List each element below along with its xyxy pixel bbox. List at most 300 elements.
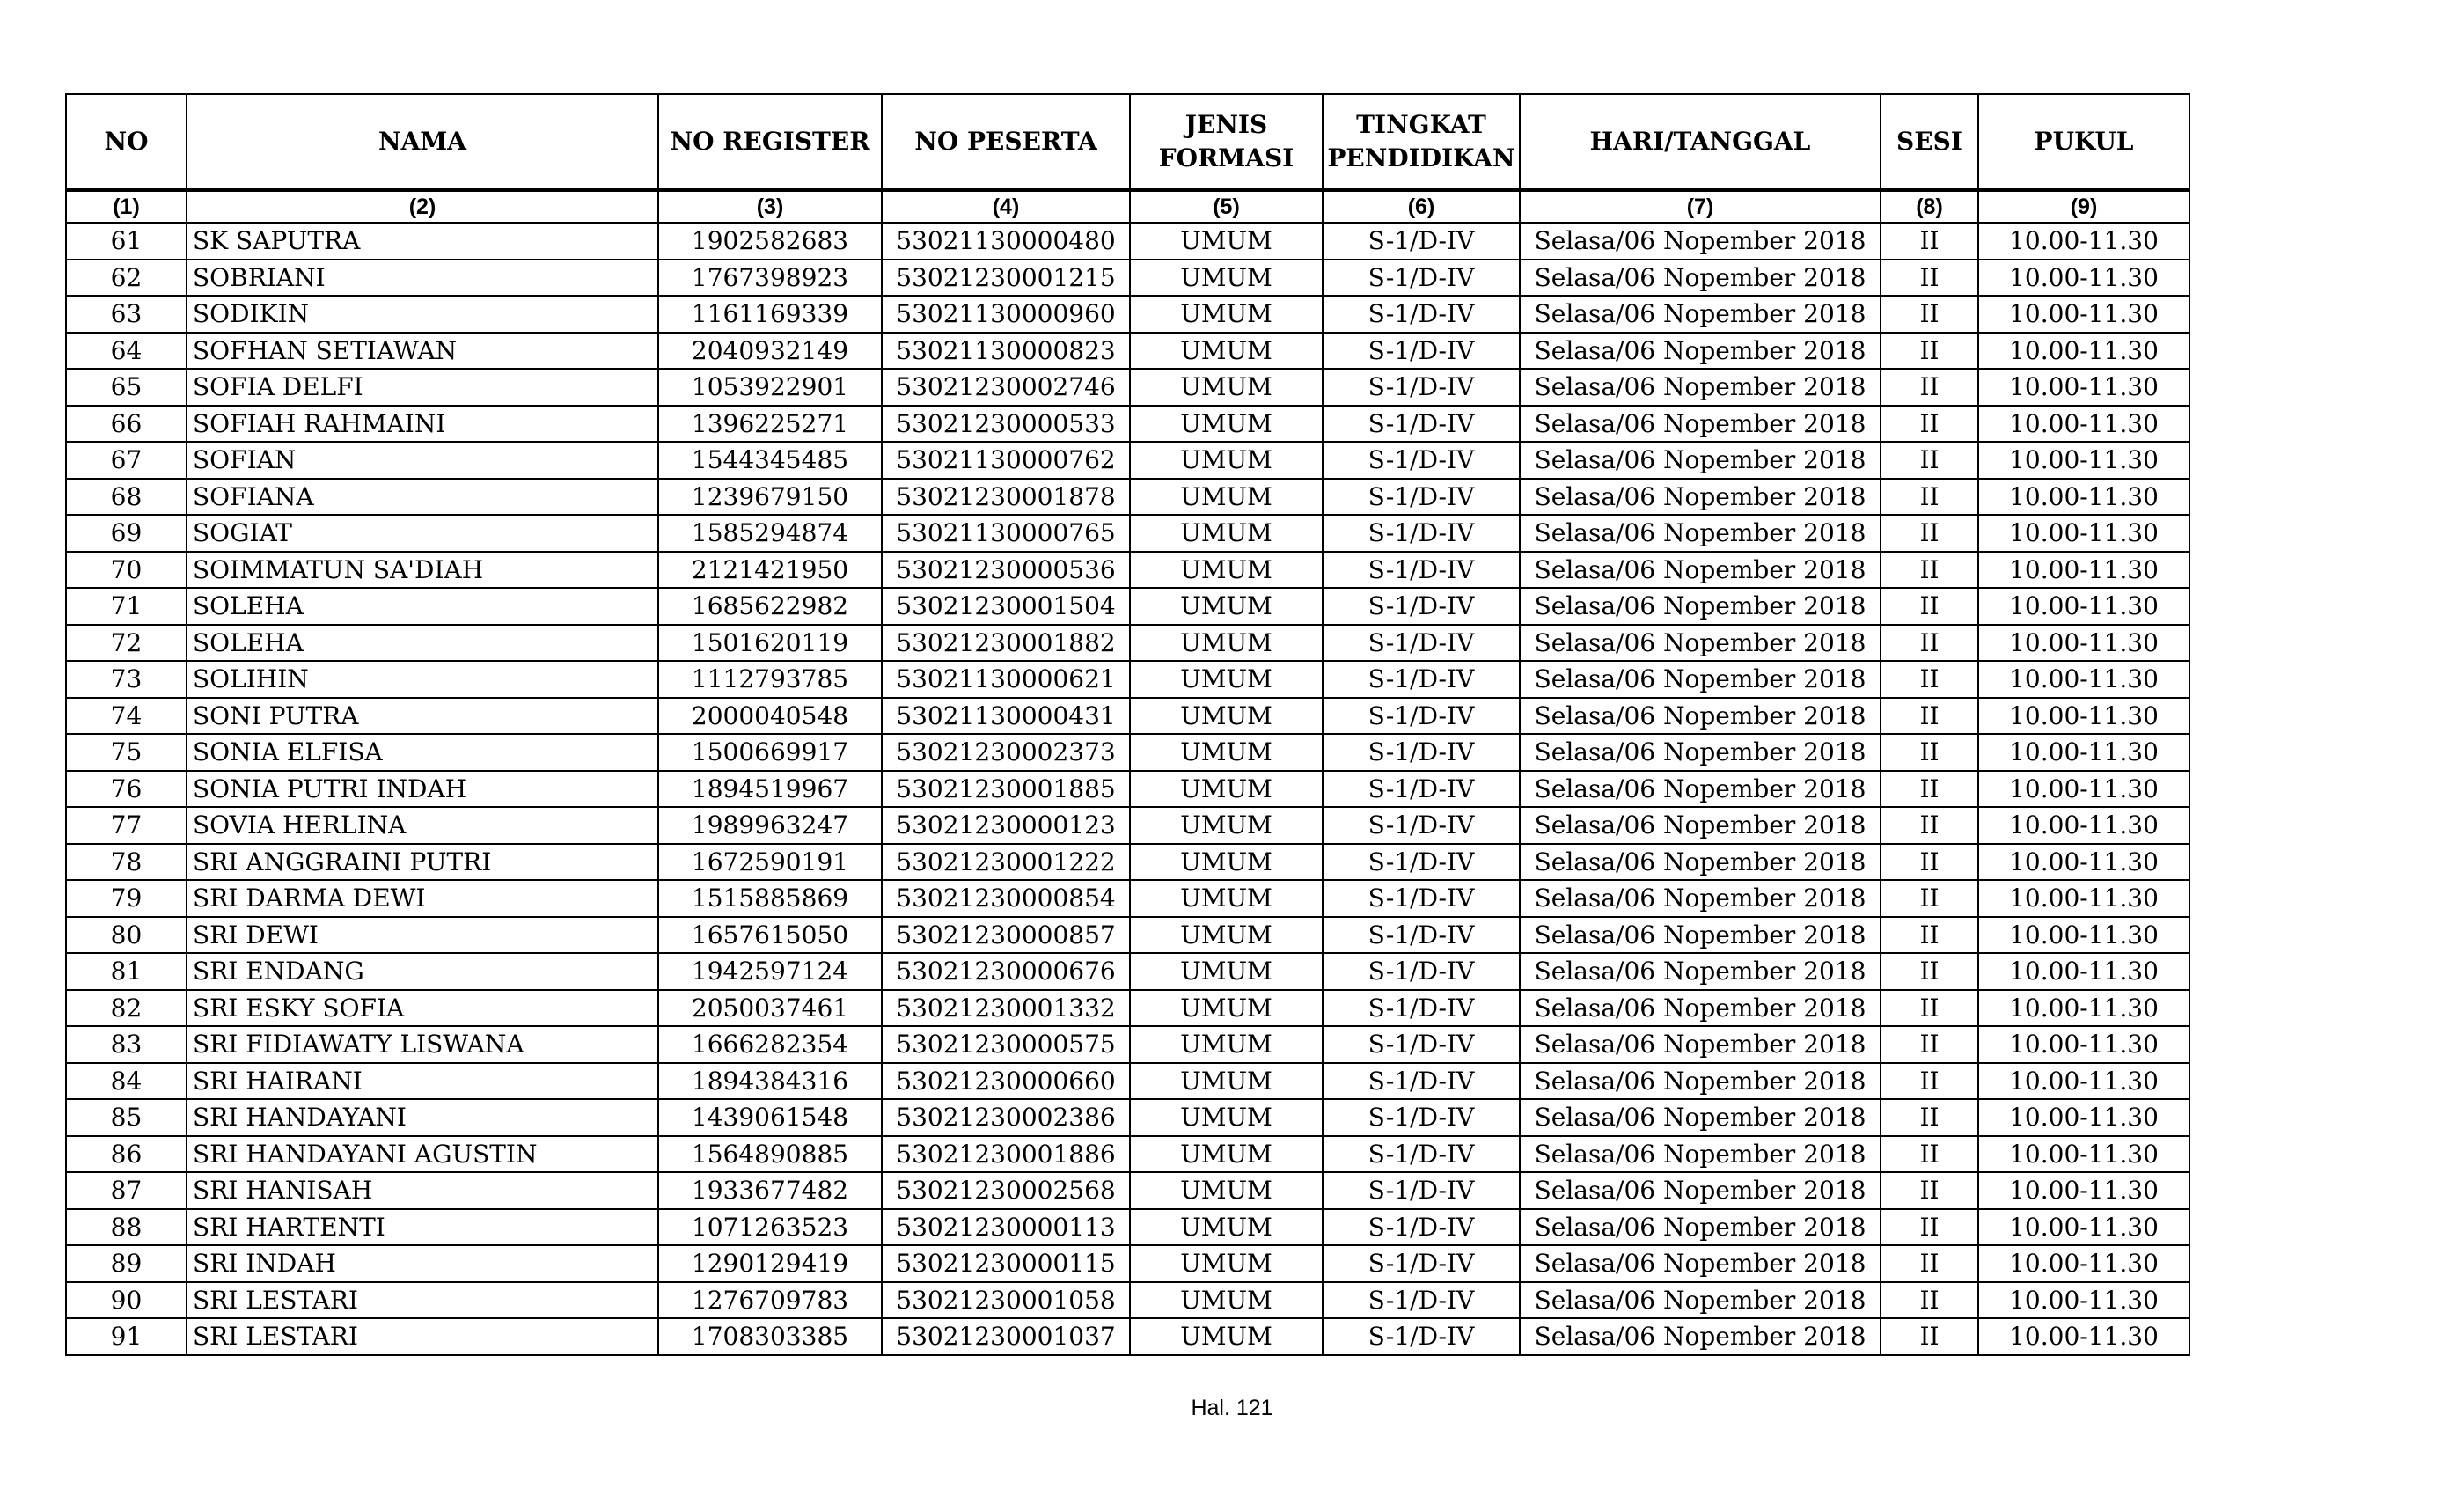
cell-no-register: 1657615050 [658, 917, 882, 954]
cell-no-peserta: 53021230002746 [882, 369, 1130, 406]
cell-sesi: II [1881, 1026, 1978, 1063]
cell-no-register: 2121421950 [658, 552, 882, 589]
cell-jenis-formasi: UMUM [1130, 442, 1323, 479]
cell-no-register: 1564890885 [658, 1136, 882, 1173]
cell-sesi: II [1881, 479, 1978, 516]
cell-no-register: 1894384316 [658, 1063, 882, 1100]
cell-hari-tanggal: Selasa/06 Nopember 2018 [1520, 1209, 1881, 1246]
cell-no-peserta: 53021230001878 [882, 479, 1130, 516]
cell-no-register: 1666282354 [658, 1026, 882, 1063]
column-number: (2) [187, 190, 658, 223]
cell-no-register: 1942597124 [658, 953, 882, 990]
cell-sesi: II [1881, 296, 1978, 333]
table-row [66, 1026, 2189, 1063]
cell-sesi: II [1881, 406, 1978, 443]
cell-pukul: 10.00-11.30 [1978, 588, 2189, 625]
cell-no-peserta: 53021230000575 [882, 1026, 1130, 1063]
table-row [66, 698, 2189, 735]
cell-sesi: II [1881, 369, 1978, 406]
cell-pukul: 10.00-11.30 [1978, 771, 2189, 808]
cell-no: 73 [66, 661, 187, 698]
cell-tingkat-pendidikan: S-1/D-IV [1323, 515, 1520, 552]
cell-no: 82 [66, 990, 187, 1027]
cell-no-peserta: 53021230000854 [882, 880, 1130, 917]
table-row [66, 296, 2189, 333]
cell-no-peserta: 53021230001215 [882, 260, 1130, 297]
cell-pukul: 10.00-11.30 [1978, 625, 2189, 662]
cell-jenis-formasi: UMUM [1130, 625, 1323, 662]
cell-nama: SOLEHA [187, 588, 658, 625]
table-row [66, 1209, 2189, 1246]
cell-no-register: 1112793785 [658, 661, 882, 698]
cell-nama: SRI ENDANG [187, 953, 658, 990]
cell-no-peserta: 53021230000660 [882, 1063, 1130, 1100]
column-number: (5) [1130, 190, 1323, 223]
cell-no-peserta: 53021230001885 [882, 771, 1130, 808]
cell-no: 85 [66, 1099, 187, 1136]
cell-hari-tanggal: Selasa/06 Nopember 2018 [1520, 588, 1881, 625]
cell-hari-tanggal: Selasa/06 Nopember 2018 [1520, 661, 1881, 698]
cell-no: 68 [66, 479, 187, 516]
participant-schedule-table [65, 93, 2190, 1356]
cell-pukul: 10.00-11.30 [1978, 1063, 2189, 1100]
cell-no: 61 [66, 223, 187, 260]
cell-sesi: II [1881, 442, 1978, 479]
cell-no-register: 1396225271 [658, 406, 882, 443]
cell-jenis-formasi: UMUM [1130, 698, 1323, 735]
cell-hari-tanggal: Selasa/06 Nopember 2018 [1520, 990, 1881, 1027]
cell-pukul: 10.00-11.30 [1978, 369, 2189, 406]
cell-sesi: II [1881, 1245, 1978, 1282]
cell-tingkat-pendidikan: S-1/D-IV [1323, 333, 1520, 370]
cell-tingkat-pendidikan: S-1/D-IV [1323, 953, 1520, 990]
cell-no-peserta: 53021230001037 [882, 1318, 1130, 1355]
cell-no-register: 1685622982 [658, 588, 882, 625]
cell-no: 65 [66, 369, 187, 406]
column-number: (4) [882, 190, 1130, 223]
cell-nama: SRI HANDAYANI AGUSTIN [187, 1136, 658, 1173]
cell-jenis-formasi: UMUM [1130, 844, 1323, 881]
cell-hari-tanggal: Selasa/06 Nopember 2018 [1520, 369, 1881, 406]
cell-hari-tanggal: Selasa/06 Nopember 2018 [1520, 296, 1881, 333]
cell-tingkat-pendidikan: S-1/D-IV [1323, 1136, 1520, 1173]
cell-jenis-formasi: UMUM [1130, 661, 1323, 698]
cell-jenis-formasi: UMUM [1130, 1136, 1323, 1173]
cell-jenis-formasi: UMUM [1130, 1063, 1323, 1100]
cell-no-peserta: 53021230000533 [882, 406, 1130, 443]
cell-nama: SRI HARTENTI [187, 1209, 658, 1246]
cell-sesi: II [1881, 1099, 1978, 1136]
cell-pukul: 10.00-11.30 [1978, 1099, 2189, 1136]
cell-no: 78 [66, 844, 187, 881]
cell-no-peserta: 53021230000113 [882, 1209, 1130, 1246]
table-row [66, 588, 2189, 625]
cell-pukul: 10.00-11.30 [1978, 296, 2189, 333]
table-row [66, 1172, 2189, 1209]
cell-hari-tanggal: Selasa/06 Nopember 2018 [1520, 333, 1881, 370]
cell-sesi: II [1881, 625, 1978, 662]
cell-no-peserta: 53021230000536 [882, 552, 1130, 589]
cell-jenis-formasi: UMUM [1130, 515, 1323, 552]
cell-tingkat-pendidikan: S-1/D-IV [1323, 296, 1520, 333]
cell-pukul: 10.00-11.30 [1978, 844, 2189, 881]
cell-no-register: 1989963247 [658, 807, 882, 844]
table-row [66, 515, 2189, 552]
table-row [66, 1318, 2189, 1355]
cell-no: 83 [66, 1026, 187, 1063]
cell-nama: SOGIAT [187, 515, 658, 552]
cell-tingkat-pendidikan: S-1/D-IV [1323, 588, 1520, 625]
cell-hari-tanggal: Selasa/06 Nopember 2018 [1520, 223, 1881, 260]
cell-tingkat-pendidikan: S-1/D-IV [1323, 698, 1520, 735]
cell-jenis-formasi: UMUM [1130, 479, 1323, 516]
cell-sesi: II [1881, 552, 1978, 589]
cell-no: 72 [66, 625, 187, 662]
cell-nama: SK SAPUTRA [187, 223, 658, 260]
cell-no: 71 [66, 588, 187, 625]
cell-pukul: 10.00-11.30 [1978, 880, 2189, 917]
cell-nama: SOFIAN [187, 442, 658, 479]
cell-no-register: 1544345485 [658, 442, 882, 479]
cell-sesi: II [1881, 260, 1978, 297]
header-nama: NAMA [187, 94, 658, 190]
cell-sesi: II [1881, 844, 1978, 881]
cell-hari-tanggal: Selasa/06 Nopember 2018 [1520, 844, 1881, 881]
cell-no: 79 [66, 880, 187, 917]
table-row [66, 406, 2189, 443]
table-row [66, 333, 2189, 370]
cell-hari-tanggal: Selasa/06 Nopember 2018 [1520, 917, 1881, 954]
cell-pukul: 10.00-11.30 [1978, 1209, 2189, 1246]
cell-no: 84 [66, 1063, 187, 1100]
cell-pukul: 10.00-11.30 [1978, 807, 2189, 844]
cell-pukul: 10.00-11.30 [1978, 1172, 2189, 1209]
cell-sesi: II [1881, 1318, 1978, 1355]
cell-jenis-formasi: UMUM [1130, 260, 1323, 297]
cell-hari-tanggal: Selasa/06 Nopember 2018 [1520, 880, 1881, 917]
cell-no: 86 [66, 1136, 187, 1173]
cell-no: 70 [66, 552, 187, 589]
cell-no-register: 1290129419 [658, 1245, 882, 1282]
cell-no-peserta: 53021230002373 [882, 734, 1130, 771]
cell-nama: SOFHAN SETIAWAN [187, 333, 658, 370]
cell-jenis-formasi: UMUM [1130, 1172, 1323, 1209]
cell-jenis-formasi: UMUM [1130, 734, 1323, 771]
cell-no: 67 [66, 442, 187, 479]
cell-pukul: 10.00-11.30 [1978, 223, 2189, 260]
table-row [66, 880, 2189, 917]
cell-nama: SONI PUTRA [187, 698, 658, 735]
cell-jenis-formasi: UMUM [1130, 880, 1323, 917]
cell-nama: SRI INDAH [187, 1245, 658, 1282]
cell-hari-tanggal: Selasa/06 Nopember 2018 [1520, 953, 1881, 990]
cell-pukul: 10.00-11.30 [1978, 260, 2189, 297]
cell-no-register: 1933677482 [658, 1172, 882, 1209]
cell-pukul: 10.00-11.30 [1978, 333, 2189, 370]
cell-jenis-formasi: UMUM [1130, 333, 1323, 370]
cell-nama: SRI HANDAYANI [187, 1099, 658, 1136]
cell-pukul: 10.00-11.30 [1978, 1318, 2189, 1355]
cell-hari-tanggal: Selasa/06 Nopember 2018 [1520, 442, 1881, 479]
cell-no-register: 1902582683 [658, 223, 882, 260]
cell-nama: SRI FIDIAWATY LISWANA [187, 1026, 658, 1063]
cell-tingkat-pendidikan: S-1/D-IV [1323, 1172, 1520, 1209]
header-jenis-formasi: JENIS FORMASI [1130, 94, 1323, 190]
table-row [66, 917, 2189, 954]
cell-tingkat-pendidikan: S-1/D-IV [1323, 1318, 1520, 1355]
cell-nama: SOFIANA [187, 479, 658, 516]
cell-no-peserta: 53021230001882 [882, 625, 1130, 662]
cell-no-register: 1894519967 [658, 771, 882, 808]
table-body [66, 223, 2189, 1355]
cell-nama: SOFIA DELFI [187, 369, 658, 406]
cell-no-peserta: 53021130000621 [882, 661, 1130, 698]
cell-sesi: II [1881, 917, 1978, 954]
cell-tingkat-pendidikan: S-1/D-IV [1323, 1099, 1520, 1136]
page-number: Hal. 121 [1191, 1396, 1273, 1420]
table-row [66, 990, 2189, 1027]
cell-hari-tanggal: Selasa/06 Nopember 2018 [1520, 260, 1881, 297]
cell-no-register: 1515885869 [658, 880, 882, 917]
cell-sesi: II [1881, 661, 1978, 698]
cell-tingkat-pendidikan: S-1/D-IV [1323, 1063, 1520, 1100]
cell-nama: SRI LESTARI [187, 1282, 658, 1319]
column-number: (6) [1323, 190, 1520, 223]
cell-no: 62 [66, 260, 187, 297]
cell-no-peserta: 53021230001332 [882, 990, 1130, 1027]
cell-tingkat-pendidikan: S-1/D-IV [1323, 734, 1520, 771]
cell-tingkat-pendidikan: S-1/D-IV [1323, 990, 1520, 1027]
cell-tingkat-pendidikan: S-1/D-IV [1323, 771, 1520, 808]
cell-tingkat-pendidikan: S-1/D-IV [1323, 260, 1520, 297]
cell-tingkat-pendidikan: S-1/D-IV [1323, 917, 1520, 954]
cell-pukul: 10.00-11.30 [1978, 515, 2189, 552]
cell-no: 89 [66, 1245, 187, 1282]
cell-nama: SOLEHA [187, 625, 658, 662]
column-number-row [66, 190, 2189, 223]
cell-tingkat-pendidikan: S-1/D-IV [1323, 625, 1520, 662]
cell-tingkat-pendidikan: S-1/D-IV [1323, 1026, 1520, 1063]
cell-no-register: 2000040548 [658, 698, 882, 735]
cell-sesi: II [1881, 880, 1978, 917]
cell-pukul: 10.00-11.30 [1978, 917, 2189, 954]
cell-no: 91 [66, 1318, 187, 1355]
table-row [66, 953, 2189, 990]
cell-tingkat-pendidikan: S-1/D-IV [1323, 807, 1520, 844]
cell-pukul: 10.00-11.30 [1978, 479, 2189, 516]
cell-pukul: 10.00-11.30 [1978, 1136, 2189, 1173]
cell-no-register: 1071263523 [658, 1209, 882, 1246]
cell-jenis-formasi: UMUM [1130, 1026, 1323, 1063]
cell-tingkat-pendidikan: S-1/D-IV [1323, 1245, 1520, 1282]
cell-no-peserta: 53021130000960 [882, 296, 1130, 333]
cell-hari-tanggal: Selasa/06 Nopember 2018 [1520, 625, 1881, 662]
cell-no: 88 [66, 1209, 187, 1246]
cell-no: 76 [66, 771, 187, 808]
cell-pukul: 10.00-11.30 [1978, 1026, 2189, 1063]
table-row [66, 771, 2189, 808]
table-row [66, 1282, 2189, 1319]
cell-no-register: 1501620119 [658, 625, 882, 662]
cell-sesi: II [1881, 588, 1978, 625]
cell-nama: SOLIHIN [187, 661, 658, 698]
table-row [66, 260, 2189, 297]
cell-tingkat-pendidikan: S-1/D-IV [1323, 844, 1520, 881]
cell-nama: SRI DEWI [187, 917, 658, 954]
cell-pukul: 10.00-11.30 [1978, 661, 2189, 698]
header-no: NO [66, 94, 187, 190]
cell-no-register: 1500669917 [658, 734, 882, 771]
table-row [66, 223, 2189, 260]
cell-nama: SOVIA HERLINA [187, 807, 658, 844]
cell-sesi: II [1881, 734, 1978, 771]
cell-jenis-formasi: UMUM [1130, 1209, 1323, 1246]
cell-pukul: 10.00-11.30 [1978, 406, 2189, 443]
cell-hari-tanggal: Selasa/06 Nopember 2018 [1520, 1063, 1881, 1100]
cell-jenis-formasi: UMUM [1130, 953, 1323, 990]
table-row [66, 807, 2189, 844]
table-row [66, 552, 2189, 589]
cell-no-register: 1672590191 [658, 844, 882, 881]
cell-sesi: II [1881, 990, 1978, 1027]
cell-nama: SRI LESTARI [187, 1318, 658, 1355]
cell-nama: SRI DARMA DEWI [187, 880, 658, 917]
cell-no-peserta: 53021230002386 [882, 1099, 1130, 1136]
cell-hari-tanggal: Selasa/06 Nopember 2018 [1520, 515, 1881, 552]
cell-jenis-formasi: UMUM [1130, 917, 1323, 954]
cell-no-peserta: 53021230001504 [882, 588, 1130, 625]
cell-sesi: II [1881, 1209, 1978, 1246]
cell-nama: SRI ANGGRAINI PUTRI [187, 844, 658, 881]
cell-tingkat-pendidikan: S-1/D-IV [1323, 661, 1520, 698]
column-number: (8) [1881, 190, 1978, 223]
cell-hari-tanggal: Selasa/06 Nopember 2018 [1520, 698, 1881, 735]
cell-no: 77 [66, 807, 187, 844]
cell-no: 66 [66, 406, 187, 443]
cell-sesi: II [1881, 223, 1978, 260]
cell-no-peserta: 53021230001058 [882, 1282, 1130, 1319]
cell-no-peserta: 53021130000480 [882, 223, 1130, 260]
cell-tingkat-pendidikan: S-1/D-IV [1323, 223, 1520, 260]
cell-jenis-formasi: UMUM [1130, 807, 1323, 844]
cell-no: 69 [66, 515, 187, 552]
cell-hari-tanggal: Selasa/06 Nopember 2018 [1520, 807, 1881, 844]
cell-nama: SODIKIN [187, 296, 658, 333]
cell-no-register: 1276709783 [658, 1282, 882, 1319]
table-row [66, 1136, 2189, 1173]
cell-no-peserta: 53021230001222 [882, 844, 1130, 881]
cell-no: 90 [66, 1282, 187, 1319]
cell-no: 81 [66, 953, 187, 990]
cell-nama: SOIMMATUN SA'DIAH [187, 552, 658, 589]
cell-sesi: II [1881, 807, 1978, 844]
cell-hari-tanggal: Selasa/06 Nopember 2018 [1520, 771, 1881, 808]
cell-no-register: 1439061548 [658, 1099, 882, 1136]
table-row [66, 734, 2189, 771]
cell-tingkat-pendidikan: S-1/D-IV [1323, 1209, 1520, 1246]
cell-hari-tanggal: Selasa/06 Nopember 2018 [1520, 1282, 1881, 1319]
column-number: (3) [658, 190, 882, 223]
cell-no-register: 2040932149 [658, 333, 882, 370]
table-row [66, 661, 2189, 698]
cell-no-register: 2050037461 [658, 990, 882, 1027]
cell-no: 87 [66, 1172, 187, 1209]
cell-tingkat-pendidikan: S-1/D-IV [1323, 479, 1520, 516]
cell-pukul: 10.00-11.30 [1978, 698, 2189, 735]
cell-no: 75 [66, 734, 187, 771]
cell-no-peserta: 53021230002568 [882, 1172, 1130, 1209]
cell-sesi: II [1881, 1063, 1978, 1100]
cell-no-register: 1585294874 [658, 515, 882, 552]
cell-no-peserta: 53021230000115 [882, 1245, 1130, 1282]
cell-pukul: 10.00-11.30 [1978, 1245, 2189, 1282]
cell-no-peserta: 53021130000431 [882, 698, 1130, 735]
cell-sesi: II [1881, 953, 1978, 990]
cell-hari-tanggal: Selasa/06 Nopember 2018 [1520, 1245, 1881, 1282]
cell-no-peserta: 53021130000765 [882, 515, 1130, 552]
cell-hari-tanggal: Selasa/06 Nopember 2018 [1520, 479, 1881, 516]
table-row [66, 1063, 2189, 1100]
cell-jenis-formasi: UMUM [1130, 588, 1323, 625]
cell-sesi: II [1881, 771, 1978, 808]
cell-sesi: II [1881, 1172, 1978, 1209]
cell-jenis-formasi: UMUM [1130, 296, 1323, 333]
cell-jenis-formasi: UMUM [1130, 990, 1323, 1027]
cell-jenis-formasi: UMUM [1130, 223, 1323, 260]
cell-nama: SOFIAH RAHMAINI [187, 406, 658, 443]
header-hari-tanggal: HARI/TANGGAL [1520, 94, 1881, 190]
header-no-register: NO REGISTER [658, 94, 882, 190]
cell-pukul: 10.00-11.30 [1978, 552, 2189, 589]
cell-jenis-formasi: UMUM [1130, 771, 1323, 808]
column-number: (7) [1520, 190, 1881, 223]
cell-hari-tanggal: Selasa/06 Nopember 2018 [1520, 1136, 1881, 1173]
cell-no-peserta: 53021230000123 [882, 807, 1130, 844]
cell-sesi: II [1881, 1282, 1978, 1319]
cell-tingkat-pendidikan: S-1/D-IV [1323, 552, 1520, 589]
cell-sesi: II [1881, 1136, 1978, 1173]
cell-no: 64 [66, 333, 187, 370]
cell-jenis-formasi: UMUM [1130, 406, 1323, 443]
cell-jenis-formasi: UMUM [1130, 1099, 1323, 1136]
table-row [66, 1099, 2189, 1136]
cell-no-peserta: 53021130000823 [882, 333, 1130, 370]
cell-no-peserta: 53021230000857 [882, 917, 1130, 954]
table-row [66, 1245, 2189, 1282]
cell-tingkat-pendidikan: S-1/D-IV [1323, 442, 1520, 479]
cell-tingkat-pendidikan: S-1/D-IV [1323, 406, 1520, 443]
header-row [66, 94, 2189, 190]
cell-jenis-formasi: UMUM [1130, 1245, 1323, 1282]
cell-nama: SRI ESKY SOFIA [187, 990, 658, 1027]
cell-nama: SOBRIANI [187, 260, 658, 297]
cell-nama: SONIA PUTRI INDAH [187, 771, 658, 808]
cell-hari-tanggal: Selasa/06 Nopember 2018 [1520, 1318, 1881, 1355]
cell-sesi: II [1881, 515, 1978, 552]
cell-hari-tanggal: Selasa/06 Nopember 2018 [1520, 552, 1881, 589]
cell-jenis-formasi: UMUM [1130, 552, 1323, 589]
cell-pukul: 10.00-11.30 [1978, 990, 2189, 1027]
cell-pukul: 10.00-11.30 [1978, 442, 2189, 479]
cell-sesi: II [1881, 698, 1978, 735]
cell-no-register: 1708303385 [658, 1318, 882, 1355]
cell-no: 74 [66, 698, 187, 735]
table-row [66, 844, 2189, 881]
cell-nama: SONIA ELFISA [187, 734, 658, 771]
cell-hari-tanggal: Selasa/06 Nopember 2018 [1520, 734, 1881, 771]
cell-jenis-formasi: UMUM [1130, 1282, 1323, 1319]
header-no-peserta: NO PESERTA [882, 94, 1130, 190]
